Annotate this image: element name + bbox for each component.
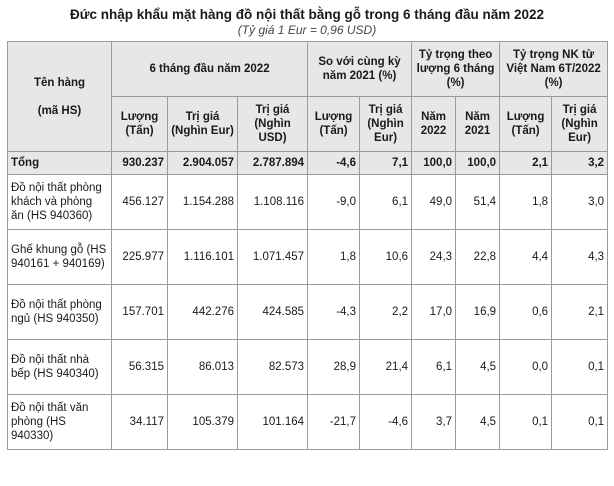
cell-value: 16,9: [456, 285, 500, 340]
cell-value: 86.013: [168, 340, 238, 395]
cell-value: -21,7: [308, 395, 360, 450]
subheader-9: Trị giá (Nghìn Eur): [552, 97, 608, 152]
cell-value: 21,4: [360, 340, 412, 395]
cell-value: 2,1: [552, 285, 608, 340]
subheader-6: Năm 2022: [412, 97, 456, 152]
row-name: Đồ nội thất nhà bếp (HS 940340): [8, 340, 112, 395]
row-name: Đồ nội thất phòng khách và phòng ăn (HS 940360): [8, 175, 112, 230]
cell-value: 6,1: [412, 340, 456, 395]
cell-value: 100,0: [412, 152, 456, 175]
header-compare-2021: So với cùng kỳ năm 2021 (%): [308, 42, 412, 97]
document: [7, 6, 607, 450]
cell-value: 2.904.057: [168, 152, 238, 175]
cell-value: 6,1: [360, 175, 412, 230]
page-title: Đức nhập khẩu mặt hàng đồ nội thất bằng gỗ trong 6 tháng đầu năm 2022: [69, 7, 545, 22]
cell-value: 0,1: [552, 340, 608, 395]
cell-value: 17,0: [412, 285, 456, 340]
cell-value: 1,8: [500, 175, 552, 230]
subheader-1: Lượng (Tấn): [112, 97, 168, 152]
subheader-7: Năm 2021: [456, 97, 500, 152]
row-name: Đồ nội thất phòng ngủ (HS 940350): [8, 285, 112, 340]
cell-value: 1,8: [308, 230, 360, 285]
cell-value: 2,1: [500, 152, 552, 175]
header-vn-import-share: Tỷ trọng NK từ Việt Nam 6T/2022 (%): [500, 42, 608, 97]
cell-value: 100,0: [456, 152, 500, 175]
cell-value: -9,0: [308, 175, 360, 230]
table-row: [8, 340, 608, 395]
cell-value: 0,1: [552, 395, 608, 450]
cell-value: 4,4: [500, 230, 552, 285]
subheader-3: Trị giá (Nghìn USD): [238, 97, 308, 152]
header-share-by-volume: Tỷ trọng theo lượng 6 tháng (%): [412, 42, 500, 97]
subheader-5: Trị giá (Nghìn Eur): [360, 97, 412, 152]
cell-value: -4,6: [308, 152, 360, 175]
cell-value: 34.117: [112, 395, 168, 450]
cell-value: 3,0: [552, 175, 608, 230]
cell-value: 4,3: [552, 230, 608, 285]
table-row-total: [8, 152, 608, 175]
import-table: [7, 41, 608, 450]
cell-value: -4,3: [308, 285, 360, 340]
cell-value: 82.573: [238, 340, 308, 395]
cell-value: 0,0: [500, 340, 552, 395]
cell-value: -4,6: [360, 395, 412, 450]
cell-value: 456.127: [112, 175, 168, 230]
table-row: [8, 285, 608, 340]
header-6months-2022: 6 tháng đầu năm 2022: [112, 42, 308, 97]
subheader-2: Trị giá (Nghìn Eur): [168, 97, 238, 152]
cell-value: 10,6: [360, 230, 412, 285]
cell-value: 24,3: [412, 230, 456, 285]
row-name: Đồ nội thất văn phòng (HS 940330): [8, 395, 112, 450]
cell-value: 2.787.894: [238, 152, 308, 175]
cell-value: 28,9: [308, 340, 360, 395]
table-row: [8, 230, 608, 285]
cell-value: 101.164: [238, 395, 308, 450]
header-product-name: Tên hàng (mã HS): [8, 42, 112, 152]
cell-value: 1.154.288: [168, 175, 238, 230]
cell-value: 4,5: [456, 340, 500, 395]
cell-value: 51,4: [456, 175, 500, 230]
cell-value: 1.116.101: [168, 230, 238, 285]
cell-value: 1.108.116: [238, 175, 308, 230]
cell-value: 49,0: [412, 175, 456, 230]
cell-value: 22,8: [456, 230, 500, 285]
row-name: Tổng: [8, 152, 112, 175]
exchange-rate-note: (Tỷ giá 1 Eur = 0,96 USD): [237, 23, 377, 37]
table-row: [8, 175, 608, 230]
table-row: [8, 395, 608, 450]
cell-value: 4,5: [456, 395, 500, 450]
cell-value: 7,1: [360, 152, 412, 175]
cell-value: 56.315: [112, 340, 168, 395]
cell-value: 0,1: [500, 395, 552, 450]
cell-value: 442.276: [168, 285, 238, 340]
cell-value: 2,2: [360, 285, 412, 340]
cell-value: 0,6: [500, 285, 552, 340]
cell-value: 1.071.457: [238, 230, 308, 285]
cell-value: 424.585: [238, 285, 308, 340]
cell-value: 225.977: [112, 230, 168, 285]
cell-value: 3,7: [412, 395, 456, 450]
subheader-8: Lượng (Tấn): [500, 97, 552, 152]
cell-value: 105.379: [168, 395, 238, 450]
row-name: Ghế khung gỗ (HS 940161 + 940169): [8, 230, 112, 285]
cell-value: 930.237: [112, 152, 168, 175]
cell-value: 3,2: [552, 152, 608, 175]
subheader-4: Lượng (Tấn): [308, 97, 360, 152]
cell-value: 157.701: [112, 285, 168, 340]
